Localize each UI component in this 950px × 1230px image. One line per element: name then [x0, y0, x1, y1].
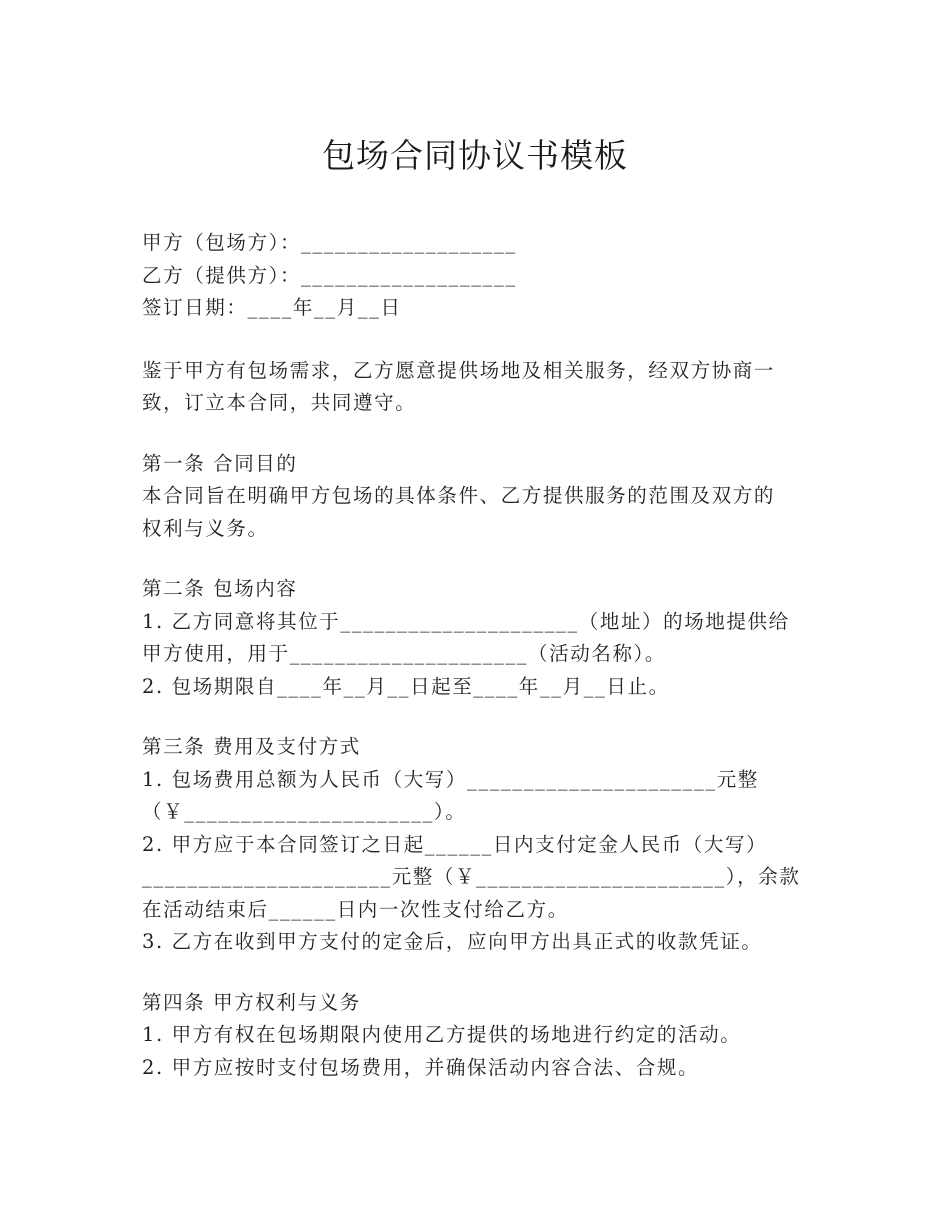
document-body: [142, 227, 802, 1084]
spacer: [142, 420, 802, 448]
spacer: [142, 325, 802, 355]
section-line: 2. 甲方应于本合同签订之日起______日内支付定金人民币（大写）: [142, 832, 768, 856]
section-line: 1. 包场费用总额为人民币（大写）______________________元整: [142, 767, 759, 791]
document-title: 包场合同协议书模板: [322, 136, 628, 175]
section-heading: 第三条 费用及支付方式: [142, 735, 361, 758]
section-1: [142, 448, 802, 546]
section-line: 在活动结束后______日内一次性支付给乙方。: [142, 897, 569, 921]
party-b-line: 乙方（提供方）：___________________: [142, 263, 517, 287]
section-2: [142, 573, 802, 703]
section-4: [142, 987, 802, 1085]
signing-date-line: 签订日期：____年__月__日: [142, 296, 402, 319]
preamble: [142, 355, 802, 420]
section-line: 2. 甲方应按时支付包场费用，并确保活动内容合法、合规。: [142, 1055, 700, 1079]
section-line: ______________________元整（￥______________________），余款: [142, 865, 801, 888]
spacer: [142, 545, 802, 573]
section-line: 3. 乙方在收到甲方支付的定金后，应向甲方出具正式的收款凭证。: [142, 930, 763, 953]
section-heading: 第一条 合同目的: [142, 451, 298, 475]
spacer: [142, 703, 802, 731]
section-line: （￥______________________）。: [142, 800, 467, 823]
section-line: 2. 包场期限自____年__月__日起至____年__月__日止。: [142, 674, 670, 698]
party-a-line: 甲方（包场方）：___________________: [142, 231, 517, 254]
section-line: 本合同旨在明确甲方包场的具体条件、乙方提供服务的范围及双方的: [142, 484, 776, 507]
section-line: 权利与义务。: [142, 516, 269, 540]
section-line: 1. 乙方同意将其位于_____________________（地址）的场地提供给: [142, 609, 790, 633]
section-heading: 第四条 甲方权利与义务: [142, 990, 361, 1014]
section-heading: 第二条 包场内容: [142, 577, 298, 600]
preamble-line: 鉴于甲方有包场需求，乙方愿意提供场地及相关服务，经双方协商一: [142, 358, 776, 382]
preamble-line: 致，订立本合同，共同遵守。: [142, 391, 417, 414]
section-line: 1. 甲方有权在包场期限内使用乙方提供的场地进行约定的活动。: [142, 1023, 742, 1046]
party-info-block: [142, 227, 802, 325]
spacer: [142, 959, 802, 987]
section-3: [142, 731, 802, 959]
section-line: 甲方使用，用于_____________________（活动名称）。: [142, 642, 666, 665]
